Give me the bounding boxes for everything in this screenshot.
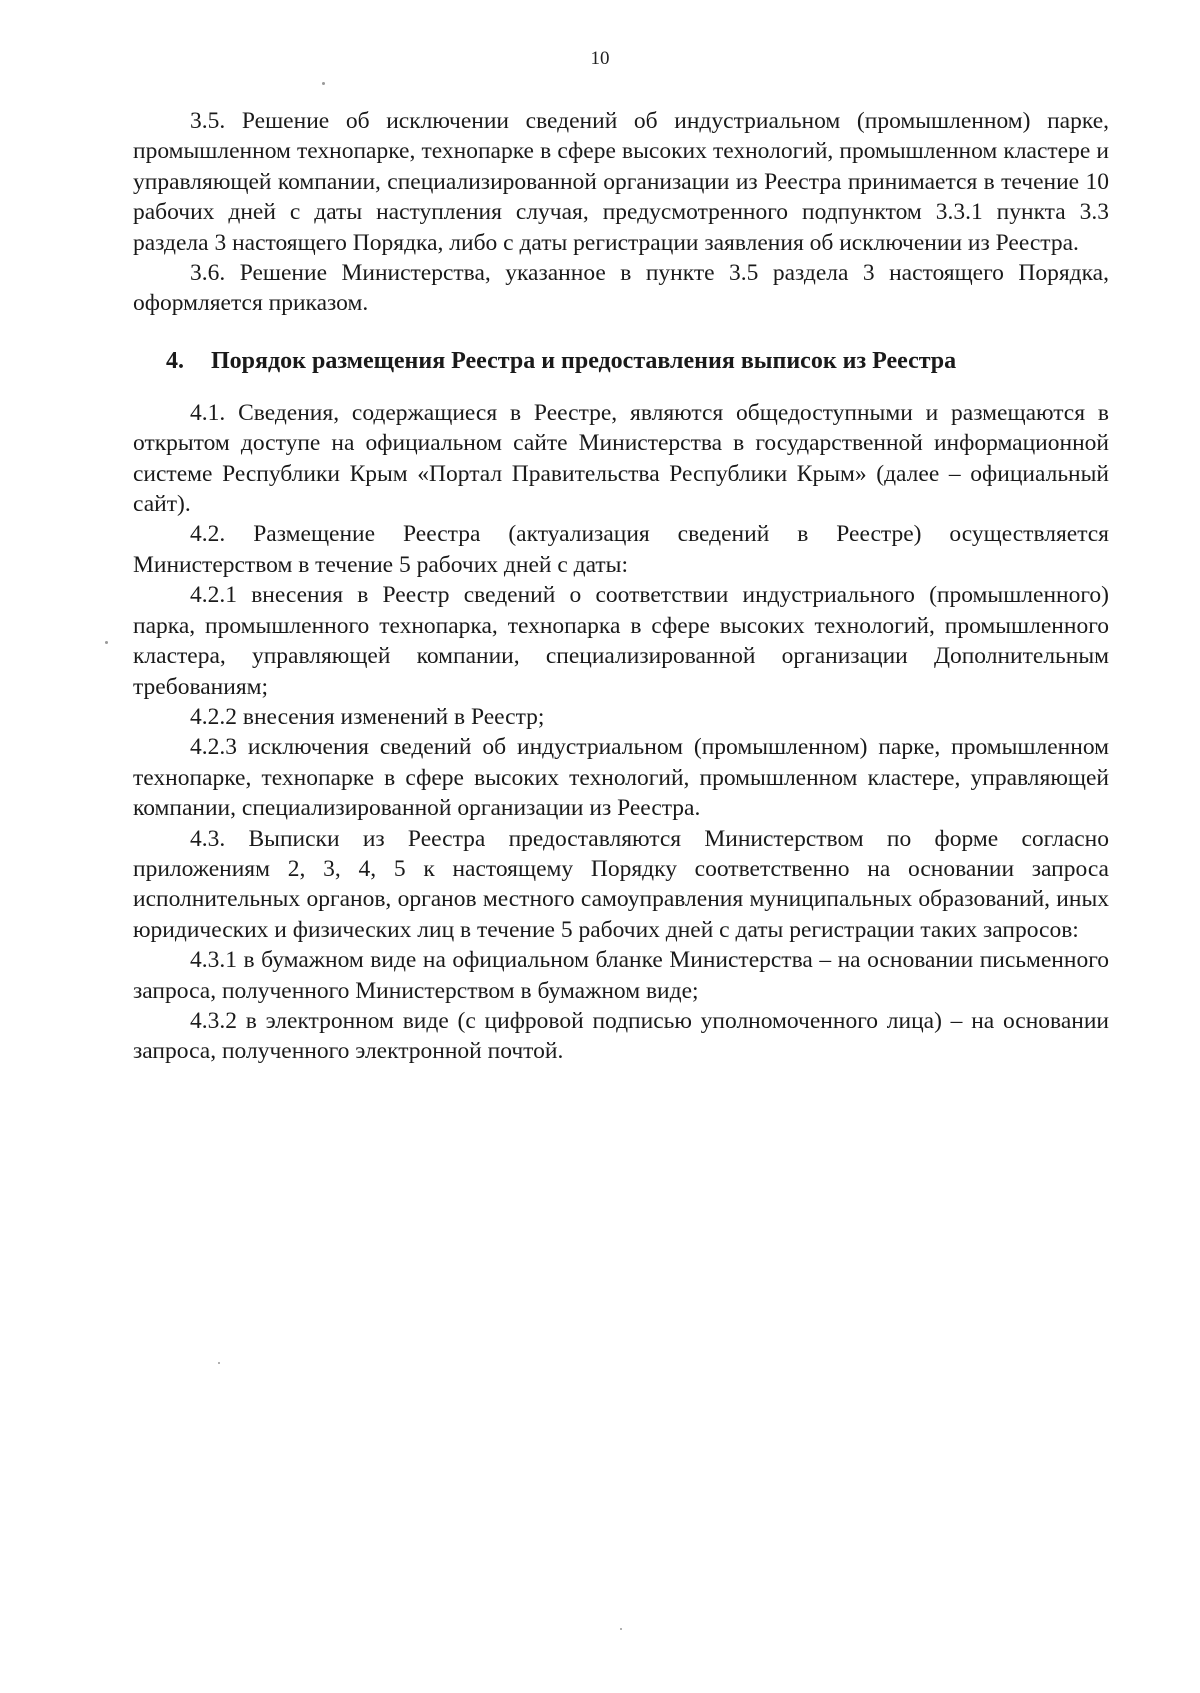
scan-speck — [218, 1362, 220, 1364]
scan-speck — [620, 1628, 622, 1630]
paragraph-4-3: 4.3. Выписки из Реестра предоставляются Министерством по форме согласно приложениям 2, 3, 4, 5 к настоящему Порядку соответственно на основании запроса исполнительных органов, органов местного самоуправления муниципальных образований, иных юридических и физических лиц в течение 5 рабочих дней с даты регистрации таких запросов: — [133, 825, 1109, 943]
paragraph-4-1: 4.1. Сведения, содержащиеся в Реестре, являются общедоступными и размещаются в открытом доступе на официальном сайте Министерства в государственной информационной системе Республики Крым «Портал Правительства Республики Крым» (далее – официальный сайт). — [133, 399, 1109, 518]
scan-speck — [322, 82, 325, 85]
section-heading — [133, 346, 1109, 376]
scan-speck — [105, 641, 108, 644]
page-number: 10 — [590, 48, 610, 69]
document-body — [133, 106, 1109, 1067]
paragraph-3-5: 3.5. Решение об исключении сведений об индустриальном (промышленном) парке, промышленном технопарке, технопарке в сфере высоких технологий, промышленном кластере и управляющей компании, специализированной организации из Реестра принимается в течение 10 рабочих дней с даты наступления случая, предусмотренного подпунктом 3.3.1 пункта 3.3 раздела 3 настоящего Порядка, либо с даты регистрации заявления об исключении из Реестра. — [133, 108, 1109, 256]
paragraph-4-2: 4.2. Размещение Реестра (актуализация сведений в Реестре) осуществляется Министерством в течение 5 рабочих дней с даты: — [133, 521, 1109, 578]
paragraph-4-2-1: 4.2.1 внесения в Реестр сведений о соответствии индустриального (промышленного) парка, промышленного технопарка, технопарка в сфере высоких технологий, промышленного кластера, управляющей компании, специализированной организации Дополнительным требованиям; — [133, 582, 1109, 700]
paragraph-4-2-3: 4.2.3 исключения сведений об индустриальном (промышленном) парке, промышленном технопарке, технопарке в сфере высоких технологий, промышленном кластере, управляющей компании, специализированной организации из Реестра. — [133, 734, 1109, 822]
section-title: Порядок размещения Реестра и предоставления выписок из Реестра — [211, 347, 957, 374]
paragraph-4-2-2: 4.2.2 внесения изменений в Реестр; — [190, 703, 545, 730]
section-number: 4. — [166, 347, 184, 374]
paragraph-3-6: 3.6. Решение Министерства, указанное в пункте 3.5 раздела 3 настоящего Порядка, оформляется приказом. — [133, 260, 1109, 317]
paragraph-4-3-2: 4.3.2 в электронном виде (с цифровой подписью уполномоченного лица) – на основании запроса, полученного электронной почтой. — [133, 1007, 1109, 1065]
paragraph-4-3-1: 4.3.1 в бумажном виде на официальном бланке Министерства – на основании письменного запроса, полученного Министерством в бумажном виде; — [133, 947, 1109, 1004]
